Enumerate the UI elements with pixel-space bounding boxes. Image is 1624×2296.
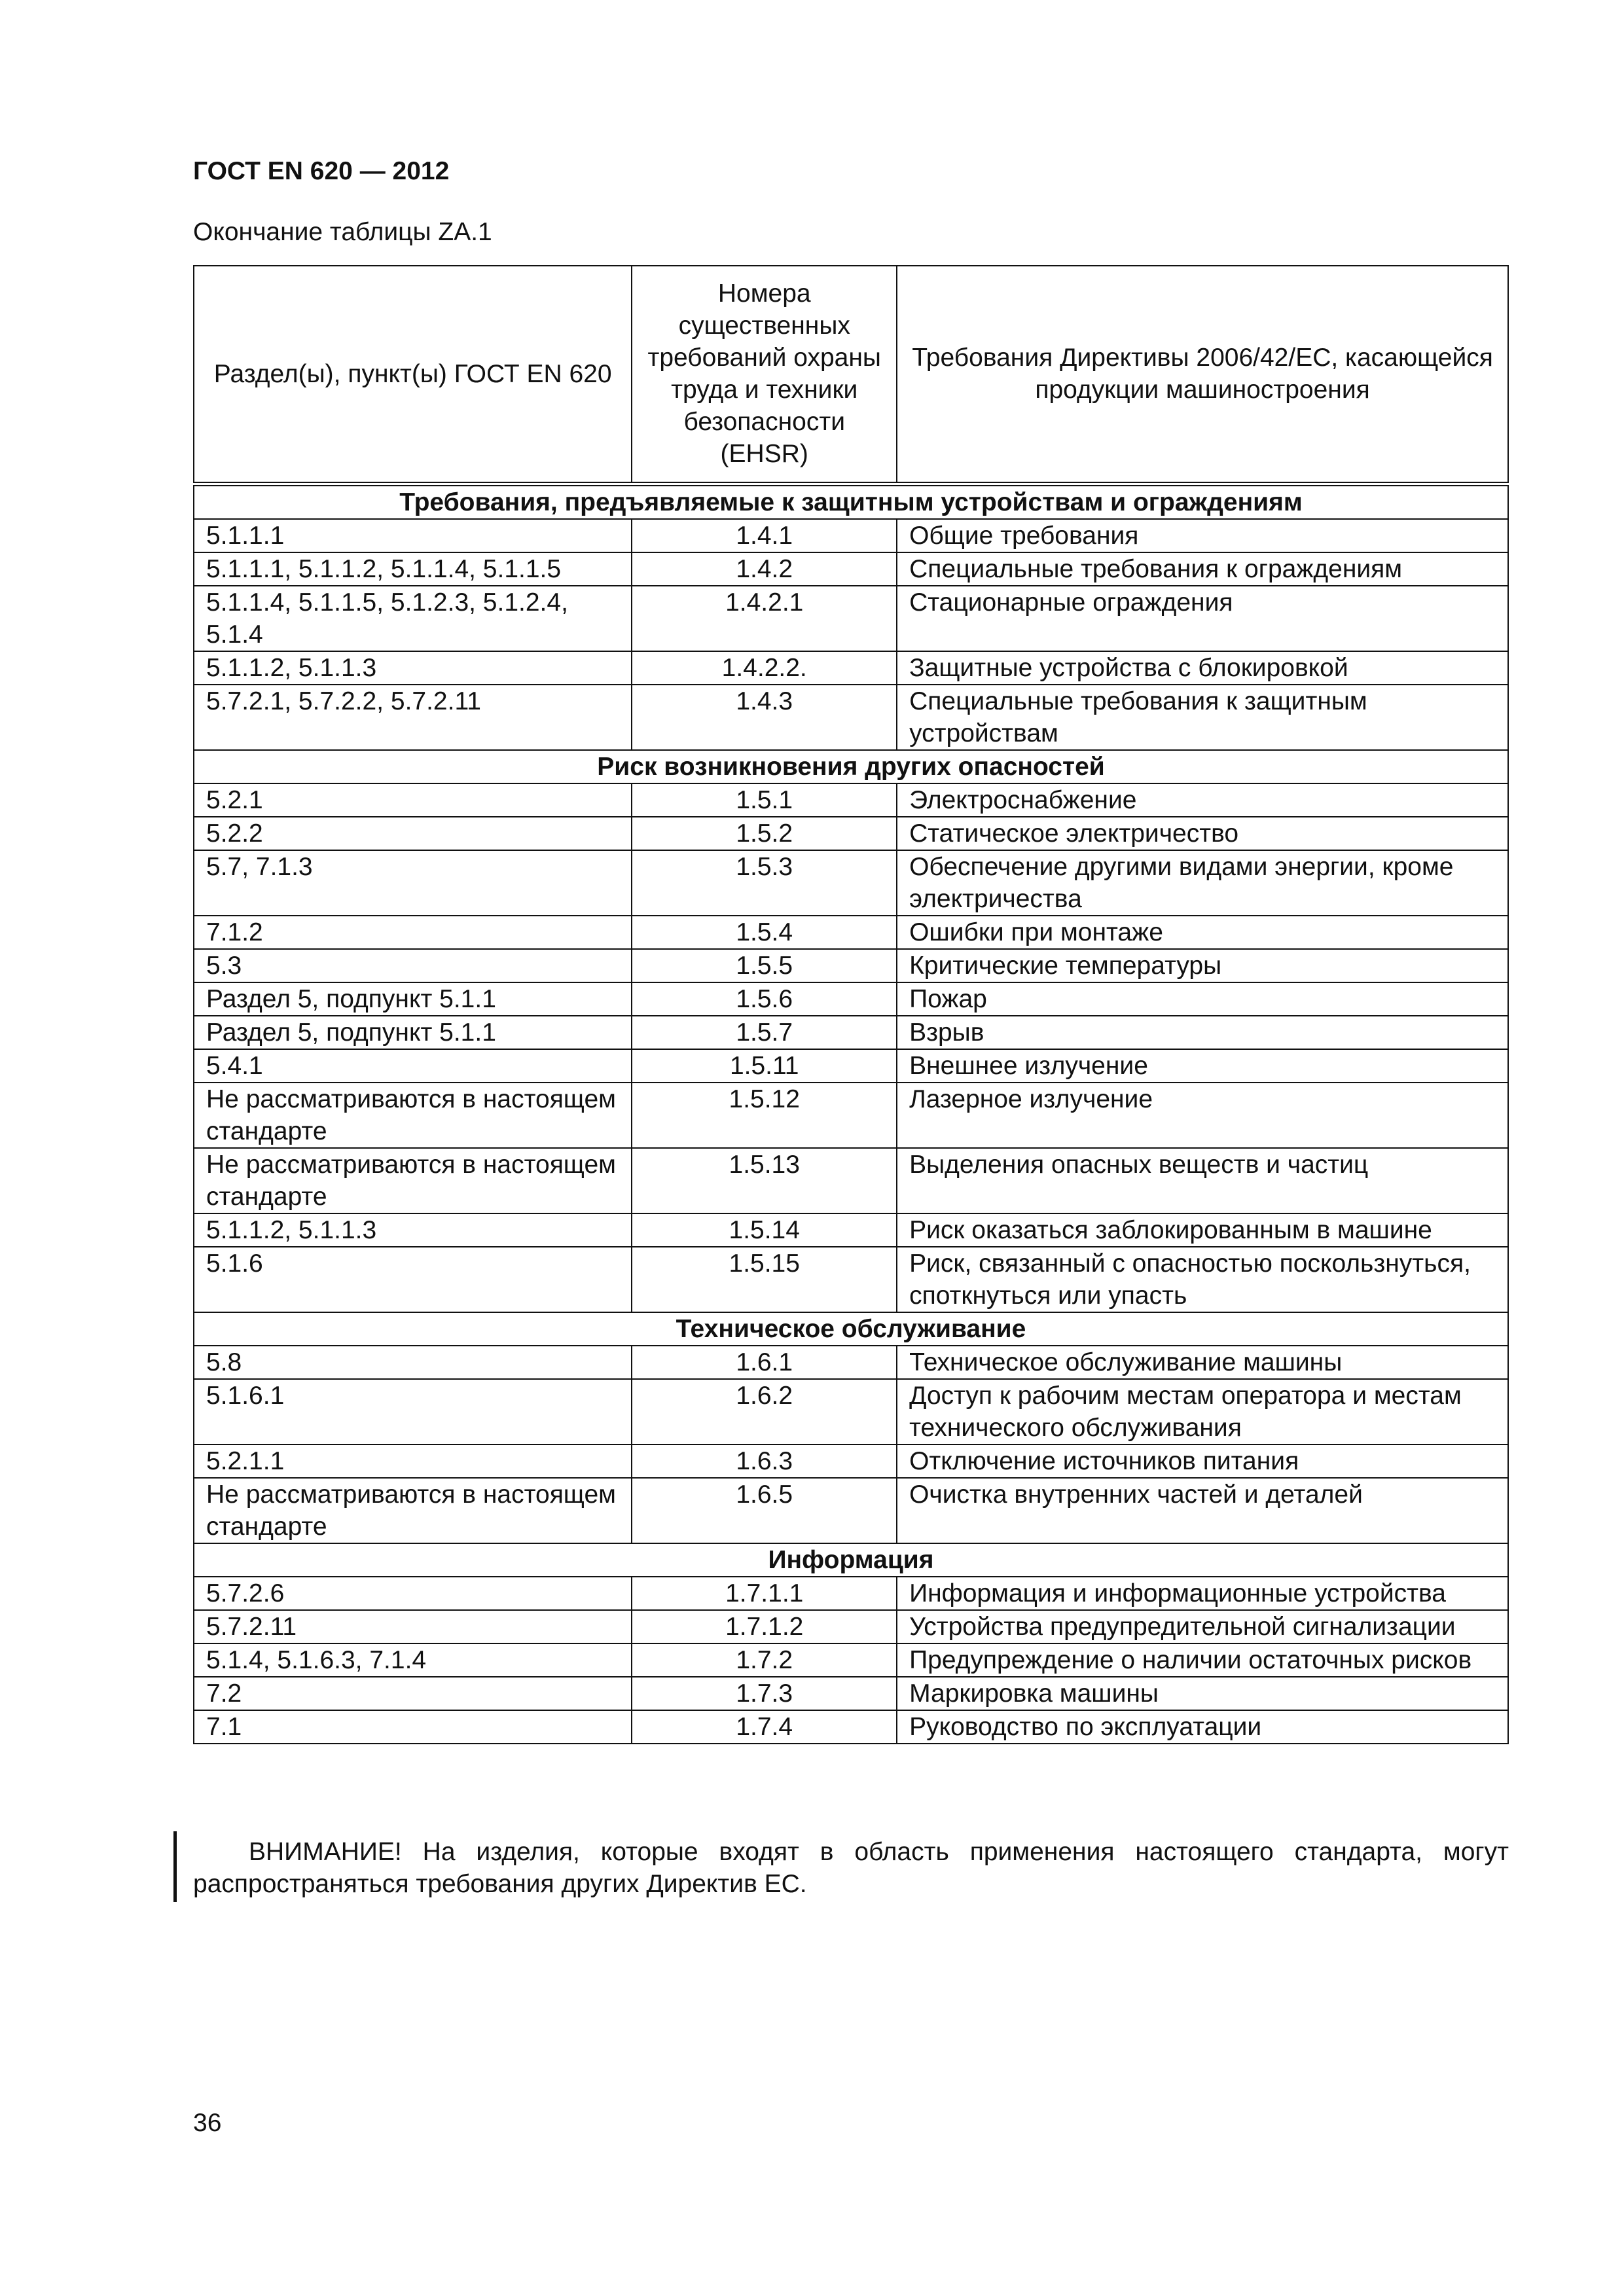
clauses-cell: Не рассматриваются в настоящем стандарте: [194, 1478, 632, 1543]
clauses-cell: 5.1.1.1, 5.1.1.2, 5.1.1.4, 5.1.1.5: [194, 552, 632, 586]
table-row: [194, 1016, 1508, 1049]
column-header-directive: Требования Директивы 2006/42/ЕС, касающейся продукции машиностроения: [897, 266, 1508, 484]
ehsr-cell: 1.4.1: [632, 519, 897, 552]
table-row: [194, 1577, 1508, 1610]
table-row: [194, 586, 1508, 651]
table-row: [194, 1379, 1508, 1444]
requirement-cell: Стационарные ограждения: [897, 586, 1508, 651]
requirement-cell: Техническое обслуживание машины: [897, 1346, 1508, 1379]
clauses-cell: Раздел 5, подпункт 5.1.1: [194, 982, 632, 1016]
ehsr-cell: 1.7.2: [632, 1643, 897, 1677]
requirement-cell: Доступ к рабочим местам оператора и местам технического обслуживания: [897, 1379, 1508, 1444]
page-number: 36: [193, 2109, 222, 2137]
table-row: [194, 1677, 1508, 1710]
clauses-cell: 7.2: [194, 1677, 632, 1710]
table-row: [194, 916, 1508, 949]
table-row: [194, 1643, 1508, 1677]
clauses-cell: 5.2.1.1: [194, 1444, 632, 1478]
section-heading: Риск возникновения других опасностей: [194, 750, 1508, 783]
table-row: [194, 1444, 1508, 1478]
requirement-cell: Лазерное излучение: [897, 1083, 1508, 1148]
requirement-cell: Пожар: [897, 982, 1508, 1016]
ehsr-cell: 1.7.1.2: [632, 1610, 897, 1643]
table-row: [194, 1610, 1508, 1643]
clauses-cell: 5.1.6: [194, 1247, 632, 1312]
requirement-cell: Взрыв: [897, 1016, 1508, 1049]
clauses-cell: 5.2.2: [194, 817, 632, 850]
ehsr-cell: 1.5.15: [632, 1247, 897, 1312]
requirement-cell: Внешнее излучение: [897, 1049, 1508, 1083]
section-heading: Требования, предъявляемые к защитным устройствам и ограждениям: [194, 484, 1508, 519]
table-row: [194, 949, 1508, 982]
ehsr-cell: 1.5.13: [632, 1148, 897, 1213]
column-header-ehsr: Номера существенных требований охраны труда и техники безопасности (EHSR): [632, 266, 897, 484]
table-row: [194, 1213, 1508, 1247]
table-row: [194, 1247, 1508, 1312]
clauses-cell: 5.1.6.1: [194, 1379, 632, 1444]
change-bar: [173, 1831, 177, 1902]
section-heading: Информация: [194, 1543, 1508, 1577]
clauses-cell: 5.7.2.6: [194, 1577, 632, 1610]
requirement-cell: Устройства предупредительной сигнализации: [897, 1610, 1508, 1643]
ehsr-cell: 1.7.1.1: [632, 1577, 897, 1610]
requirement-cell: Очистка внутренних частей и деталей: [897, 1478, 1508, 1543]
table-body: [194, 484, 1508, 1744]
ehsr-cell: 1.5.11: [632, 1049, 897, 1083]
clauses-cell: 7.1: [194, 1710, 632, 1744]
requirement-cell: Ошибки при монтаже: [897, 916, 1508, 949]
table-row: [194, 1148, 1508, 1213]
table-header-row: [194, 266, 1508, 484]
requirement-cell: Защитные устройства с блокировкой: [897, 651, 1508, 685]
clauses-cell: 5.1.1.1: [194, 519, 632, 552]
requirement-cell: Электроснабжение: [897, 783, 1508, 817]
column-header-clauses: Раздел(ы), пункт(ы) ГОСТ EN 620: [194, 266, 632, 484]
clauses-cell: 5.8: [194, 1346, 632, 1379]
requirement-cell: Критические температуры: [897, 949, 1508, 982]
clauses-cell: 5.1.4, 5.1.6.3, 7.1.4: [194, 1643, 632, 1677]
requirement-cell: Риск оказаться заблокированным в машине: [897, 1213, 1508, 1247]
requirement-cell: Специальные требования к ограждениям: [897, 552, 1508, 586]
requirement-cell: Отключение источников питания: [897, 1444, 1508, 1478]
clauses-cell: Раздел 5, подпункт 5.1.1: [194, 1016, 632, 1049]
requirement-cell: Предупреждение о наличии остаточных рисков: [897, 1643, 1508, 1677]
clauses-cell: 5.1.1.2, 5.1.1.3: [194, 651, 632, 685]
requirement-cell: Информация и информационные устройства: [897, 1577, 1508, 1610]
ehsr-cell: 1.5.6: [632, 982, 897, 1016]
section-heading: Техническое обслуживание: [194, 1312, 1508, 1346]
table-row: [194, 982, 1508, 1016]
clauses-cell: 7.1.2: [194, 916, 632, 949]
clauses-cell: 5.2.1: [194, 783, 632, 817]
table-row: [194, 1049, 1508, 1083]
section-heading-row: [194, 484, 1508, 519]
ehsr-cell: 1.4.2: [632, 552, 897, 586]
table-caption: Окончание таблицы ZA.1: [193, 218, 492, 246]
notice-paragraph: ВНИМАНИЕ! На изделия, которые входят в область применения настоящего стандарта, могут распространяться требования других Директив ЕС.: [193, 1838, 1509, 1898]
requirement-cell: Обеспечение другими видами энергии, кроме электричества: [897, 850, 1508, 916]
ehsr-cell: 1.5.5: [632, 949, 897, 982]
table-row: [194, 1083, 1508, 1148]
ehsr-cell: 1.5.2: [632, 817, 897, 850]
ehsr-cell: 1.5.7: [632, 1016, 897, 1049]
clauses-cell: Не рассматриваются в настоящем стандарте: [194, 1083, 632, 1148]
section-heading-row: [194, 1312, 1508, 1346]
clauses-cell: 5.3: [194, 949, 632, 982]
ehsr-cell: 1.5.1: [632, 783, 897, 817]
ehsr-cell: 1.5.4: [632, 916, 897, 949]
requirement-cell: Специальные требования к защитным устройствам: [897, 685, 1508, 750]
requirement-cell: Статическое электричество: [897, 817, 1508, 850]
table-row: [194, 1346, 1508, 1379]
requirements-table: [193, 265, 1509, 1744]
table-row: [194, 783, 1508, 817]
section-heading-row: [194, 750, 1508, 783]
ehsr-cell: 1.5.12: [632, 1083, 897, 1148]
ehsr-cell: 1.6.2: [632, 1379, 897, 1444]
requirement-cell: Выделения опасных веществ и частиц: [897, 1148, 1508, 1213]
ehsr-cell: 1.7.4: [632, 1710, 897, 1744]
table-row: [194, 651, 1508, 685]
ehsr-cell: 1.4.2.2.: [632, 651, 897, 685]
table-row: [194, 1710, 1508, 1744]
table-row: [194, 1478, 1508, 1543]
ehsr-cell: 1.6.1: [632, 1346, 897, 1379]
clauses-cell: 5.7.2.11: [194, 1610, 632, 1643]
table-row: [194, 519, 1508, 552]
clauses-cell: 5.4.1: [194, 1049, 632, 1083]
section-heading-row: [194, 1543, 1508, 1577]
clauses-cell: 5.7, 7.1.3: [194, 850, 632, 916]
requirement-cell: Руководство по эксплуатации: [897, 1710, 1508, 1744]
requirement-cell: Риск, связанный с опасностью поскользнуться, споткнуться или упасть: [897, 1247, 1508, 1312]
ehsr-cell: 1.5.3: [632, 850, 897, 916]
clauses-cell: 5.7.2.1, 5.7.2.2, 5.7.2.11: [194, 685, 632, 750]
table-row: [194, 850, 1508, 916]
clauses-cell: 5.1.1.4, 5.1.1.5, 5.1.2.3, 5.1.2.4, 5.1.4: [194, 586, 632, 651]
ehsr-cell: 1.6.5: [632, 1478, 897, 1543]
ehsr-cell: 1.7.3: [632, 1677, 897, 1710]
clauses-cell: 5.1.1.2, 5.1.1.3: [194, 1213, 632, 1247]
requirement-cell: Общие требования: [897, 519, 1508, 552]
requirement-cell: Маркировка машины: [897, 1677, 1508, 1710]
document-header: ГОСТ EN 620 — 2012: [193, 157, 450, 185]
ehsr-cell: 1.6.3: [632, 1444, 897, 1478]
clauses-cell: Не рассматриваются в настоящем стандарте: [194, 1148, 632, 1213]
ehsr-cell: 1.4.2.1: [632, 586, 897, 651]
table-row: [194, 552, 1508, 586]
ehsr-cell: 1.5.14: [632, 1213, 897, 1247]
table-row: [194, 817, 1508, 850]
ehsr-cell: 1.4.3: [632, 685, 897, 750]
table-row: [194, 685, 1508, 750]
